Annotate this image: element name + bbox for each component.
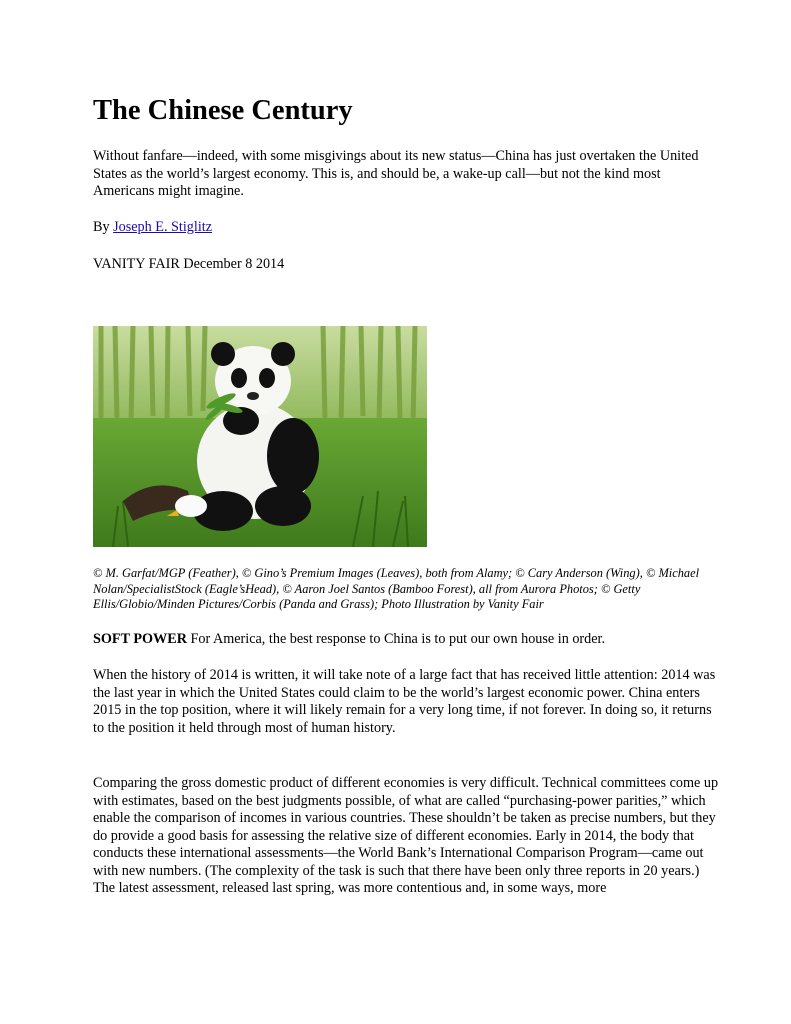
body-paragraph-1: When the history of 2014 is written, it will take note of a large fact that has received little attention: 2014 was the last year in which the United States could claim to be the world’s largest economic power. China enters 2015 in the top position, where it will likely remain for a very long time, if not forever. In doing so, it returns to the position it held through most of human history. <box>93 667 716 736</box>
lead-line <box>93 631 733 649</box>
body-paragraph-2: Comparing the gross domestic product of different economies is very difficult. Technical committees come up with estimates, based on the best judgments possible, of what are called “purchasing-power parities,” which enable the comparison of incomes in various countries. These shouldn’t be taken as precise numbers, but they do provide a good basis for assessing the relative size of different economies. Early in 2014, the body that conducts these international assessments—the World Bank’s International Comparison Program—came out with new numbers. (The complexity of the task is such that there have been only three reports in 20 years.) The latest assessment, released last spring, was more contentious and, in some ways, more <box>93 775 719 896</box>
source-line: VANITY FAIR December 8 2014 <box>93 256 285 272</box>
panda-illustration <box>93 326 427 547</box>
byline <box>93 219 212 237</box>
article-deck: Without fanfare—indeed, with some misgivings about its new status—China has just overtaken the United States as the world’s largest economy. This is, and should be, a wake-up call—but not the kind most Americans might imagine. <box>93 148 699 199</box>
lead-text: For America, the best response to China is to put our own house in order. <box>186 631 606 647</box>
author-link[interactable]: Joseph E. Stiglitz <box>113 219 213 235</box>
panda-photo <box>93 326 427 547</box>
photo-caption: © M. Garfat/MGP (Feather), © Gino’s Premium Images (Leaves), both from Alamy; © Cary Anderson (Wing), © Michael Nolan/SpecialistStock (Eagle’sHead), © Aaron Joel Santos (Bamboo Forest), all from Aurora Photos; © Getty Ellis/Globio/Minden Pictures/Corbis (Panda and Grass); Photo Illustration by Vanity Fair <box>93 566 700 611</box>
article-title: The Chinese Century <box>93 95 353 126</box>
lead-label: SOFT POWER <box>93 631 187 647</box>
byline-prefix: By <box>93 219 114 235</box>
